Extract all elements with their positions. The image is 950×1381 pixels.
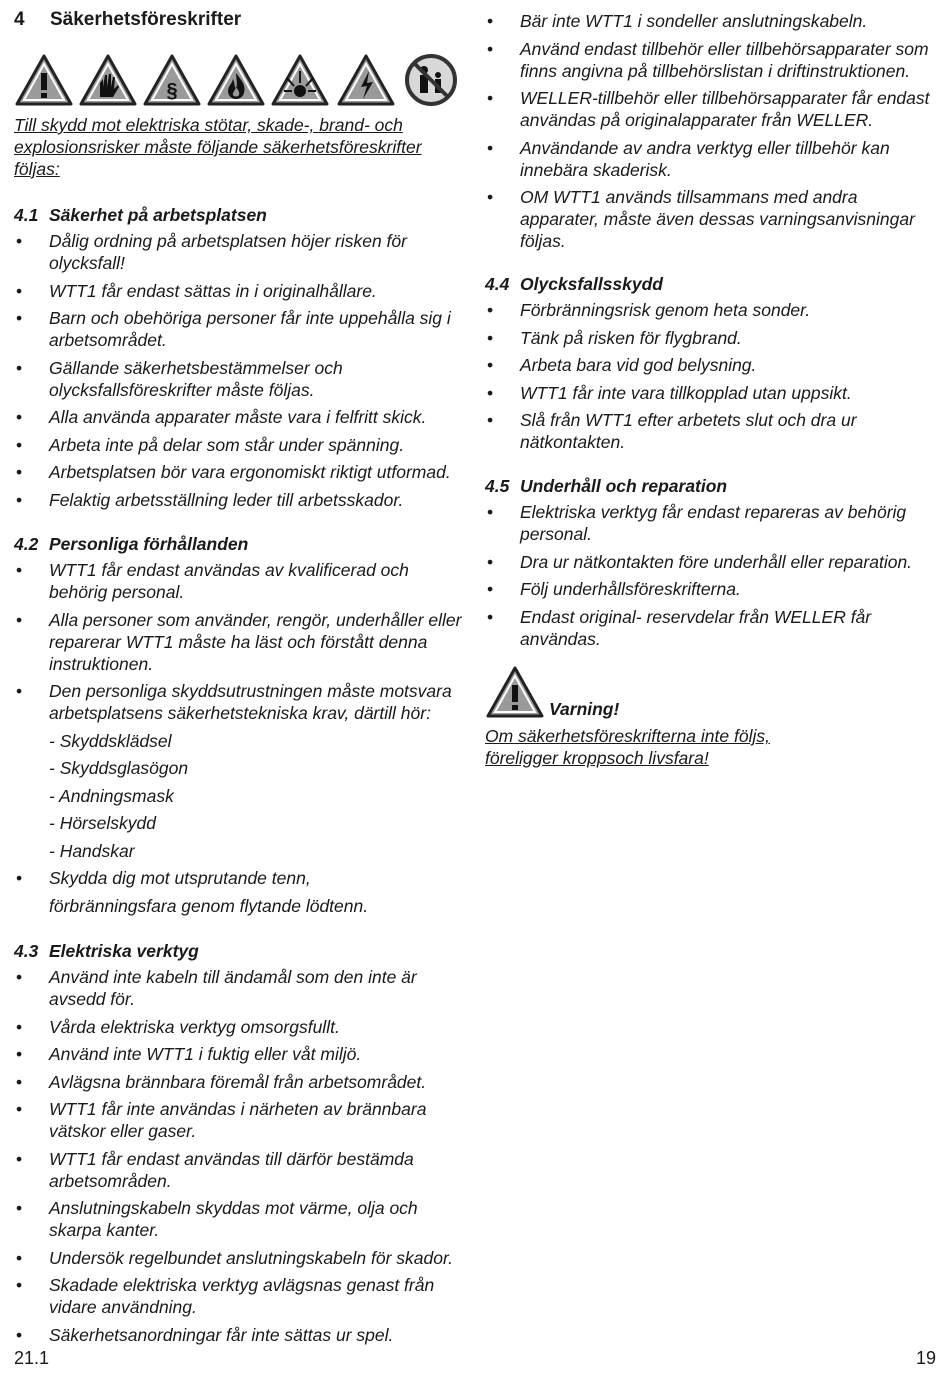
list-item: • Arbetsplatsen bör vara ergonomiskt riktigt utformad. <box>16 462 451 482</box>
list-item: • OM WTT1 används tillsammans med andra apparater, måste även dessas varningsanvisningar följas. <box>487 187 915 251</box>
list-item: • Den personliga skyddsutrustningen måste motsvara arbetsplatsens säkerhetstekniska krav, därtill hör: <box>16 681 452 723</box>
list-subitem: - Hörselskydd <box>49 813 156 833</box>
fire-warning-icon <box>206 53 266 107</box>
list-item: • Anslutningskabeln skyddas mot värme, olja och skarpa kanter. <box>16 1198 418 1240</box>
section-heading: 4.4 Olycksfallsskydd <box>485 274 663 294</box>
section-4-3 <box>14 940 464 1351</box>
section-heading: 4.1 Säkerhet på arbetsplatsen <box>14 205 267 225</box>
list-item: • Alla personer som använder, rengör, underhåller eller reparerar WTT1 måste ha läst och förstått denna instruktionen. <box>16 609 462 674</box>
list-item: • Barn och obehöriga personer får inte uppehålla sig i arbetsområdet. <box>16 308 451 350</box>
chapter-number: 4 <box>14 9 25 30</box>
list-item: • Slå från WTT1 efter arbetets slut och dra ur nätkontakten. <box>487 410 857 452</box>
list-subitem: - Andningsmask <box>49 785 174 806</box>
list-item: • Gällande säkerhetsbestämmelser och olycksfallsföreskrifter måste följas. <box>16 357 343 400</box>
explosion-warning-icon <box>270 53 330 107</box>
intro-text: Till skydd mot elektriska stötar, skade-, brand- och explosionsrisker måste följande säkerhetsföreskrifter följas: <box>14 115 422 179</box>
section-4-1 <box>14 204 464 516</box>
warning-text <box>485 725 935 769</box>
warning-line: föreligger kroppsoch livsfara! <box>485 748 709 768</box>
list-item: • Skadade elektriska verktyg avlägsnas genast från vidare användning. <box>16 1275 435 1317</box>
list-item: • Följ underhållsföreskrifterna. <box>487 579 741 599</box>
section-list <box>14 230 464 511</box>
section-list <box>14 966 464 1346</box>
list-item: • Använd inte WTT1 i fuktig eller våt miljö. <box>16 1044 362 1064</box>
list-item: • Användande av andra verktyg eller tillbehör kan innebära skaderisk. <box>487 137 890 180</box>
chapter-heading <box>14 9 241 31</box>
list-item: • Avlägsna brännbara föremål från arbetsområdet. <box>16 1071 427 1092</box>
section-4-4 <box>485 273 935 459</box>
list-item: • Arbeta inte på delar som står under spänning. <box>16 434 405 455</box>
list-item: • Endast original- reservdelar från WELLER får användas. <box>487 606 872 649</box>
page-number: 19 <box>915 1348 936 1368</box>
list-subitem: - Skyddsklädsel <box>49 730 172 751</box>
list-item-continuation: förbränningsfara genom flytande lödtenn. <box>49 895 369 916</box>
section-4-3-continued <box>485 10 935 258</box>
warning-line: Om säkerhetsföreskrifterna inte följs, <box>485 726 770 746</box>
section-list <box>485 299 935 453</box>
electric-shock-warning-icon <box>336 53 396 107</box>
list-item: • Använd inte kabeln till ändamål som den inte är avsedd för. <box>16 967 417 1009</box>
list-item: • Vårda elektriska verktyg omsorgsfullt. <box>16 1016 340 1037</box>
section-4-2 <box>14 533 464 922</box>
section-heading: 4.3 Elektriska verktyg <box>14 941 199 961</box>
svg-text:§: § <box>166 80 178 102</box>
list-item: • WTT1 får inte vara tillkopplad utan uppsikt. <box>487 382 852 403</box>
general-warning-icon <box>14 53 74 107</box>
list-item: • WTT1 får endast sättas in i originalhållare. <box>16 280 377 301</box>
section-4-5 <box>485 475 935 655</box>
footer-version: 21.1 <box>14 1348 50 1368</box>
list-item: • Tänk på risken för flygbrand. <box>487 327 742 348</box>
list-item: • Bär inte WTT1 i sondeller anslutningskabeln. <box>487 11 868 31</box>
chapter-title: Säkerhetsföreskrifter <box>50 9 242 30</box>
section-list <box>485 10 935 252</box>
regulation-warning-icon <box>142 53 202 107</box>
section-heading: 4.2 Personliga förhållanden <box>14 534 249 554</box>
list-item: • WTT1 får inte användas i närheten av brännbara vätskor eller gaser. <box>16 1099 427 1141</box>
list-item: • Felaktig arbetsställning leder till arbetsskador. <box>16 489 404 510</box>
list-item: • Förbränningsrisk genom heta sonder. <box>487 300 811 320</box>
warning-triangle-icon <box>485 665 545 719</box>
list-item: • Dra ur nätkontakten före underhåll eller reparation. <box>487 551 913 572</box>
list-item: • Säkerhetsanordningar får inte sättas ur spel. <box>16 1324 394 1345</box>
list-item: • Undersök regelbundet anslutningskabeln för skador. <box>16 1247 454 1268</box>
list-item: • Skydda dig mot utsprutande tenn, <box>16 868 311 888</box>
list-item: • WTT1 får endast användas av kvalificerad och behörig personal. <box>16 560 409 602</box>
list-item: • Alla använda apparater måste vara i felfritt skick. <box>16 407 427 427</box>
hand-injury-warning-icon <box>78 53 138 107</box>
section-list <box>485 501 935 650</box>
list-item: • Elektriska verktyg får endast repareras av behörig personal. <box>487 502 907 544</box>
list-item: • Dålig ordning på arbetsplatsen höjer risken för olycksfall! <box>16 231 407 273</box>
warning-title: Varning! <box>549 699 620 719</box>
section-list <box>14 559 464 917</box>
list-item: • Arbeta bara vid god belysning. <box>487 355 757 375</box>
list-item: • Använd endast tillbehör eller tillbehörsapparater som finns angivna på tillbehörslistan i driftinstruktionen. <box>487 38 929 81</box>
section-heading: 4.5 Underhåll och reparation <box>485 476 728 496</box>
list-subitem: - Skyddsglasögon <box>49 758 189 778</box>
no-unauthorized-persons-icon <box>404 53 458 107</box>
list-subitem: - Handskar <box>49 840 135 861</box>
list-item: • WELLER-tillbehör eller tillbehörsapparater får endast användas på originalapparater från WELLER. <box>487 88 930 130</box>
list-item: • WTT1 får endast användas till därför bestämda arbetsområden. <box>16 1148 414 1191</box>
